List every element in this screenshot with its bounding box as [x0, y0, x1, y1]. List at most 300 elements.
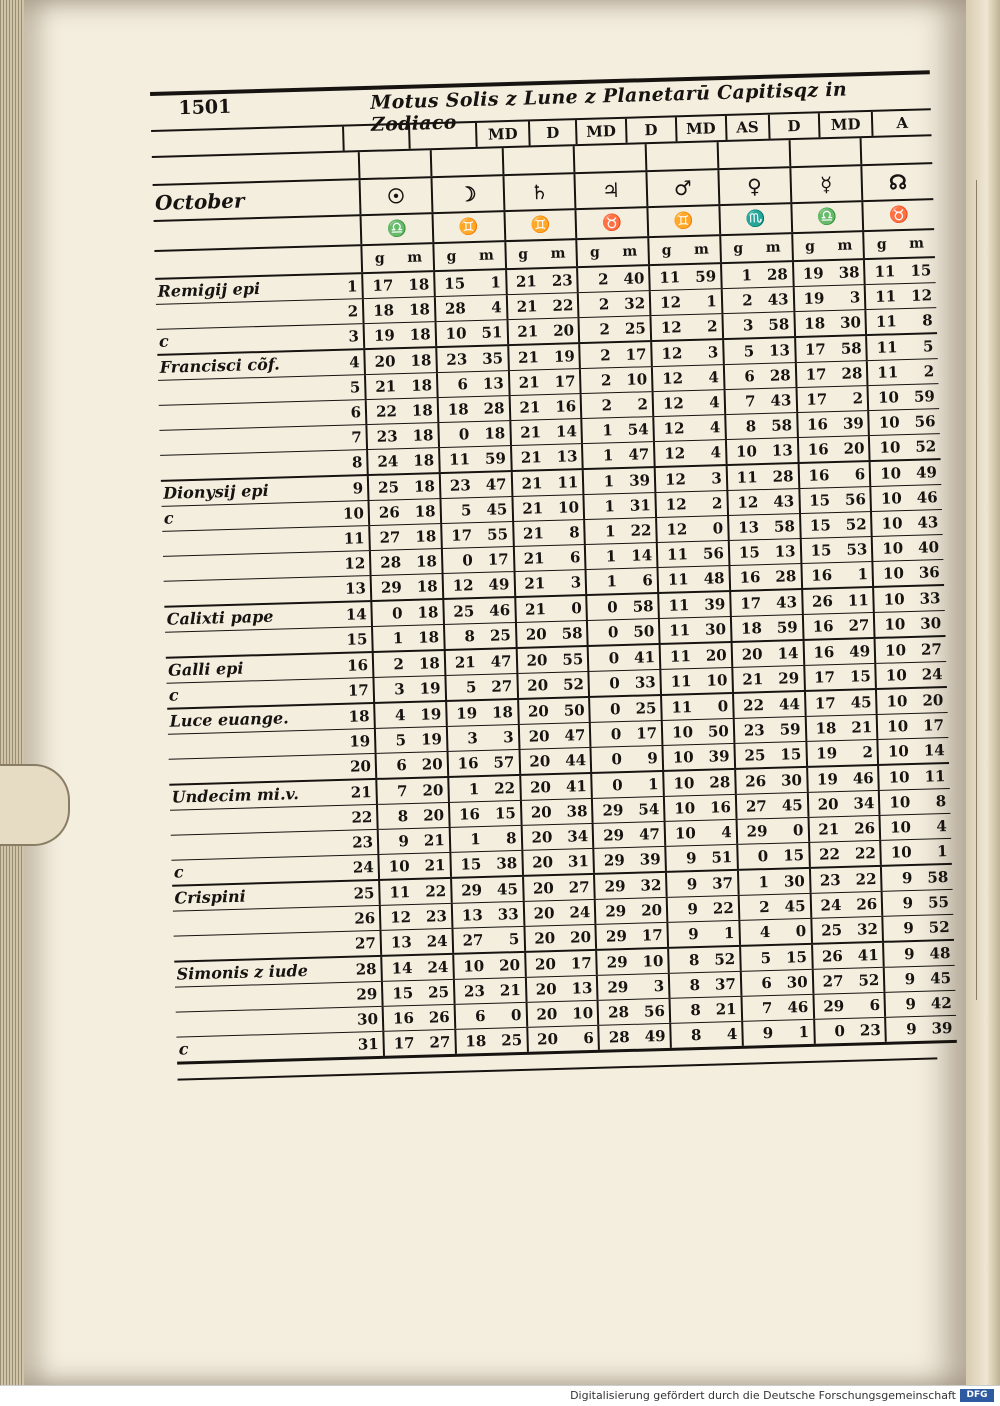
minute-value: 12 [910, 286, 933, 305]
blank-header-cell [573, 144, 645, 172]
degree-value: 1 [581, 443, 618, 468]
degree-value: 2 [578, 317, 615, 342]
degree-value: 9 [665, 872, 702, 897]
day-number: 5 [349, 378, 361, 397]
minute-value: 18 [408, 275, 430, 294]
blank-header-cell [645, 142, 717, 170]
degree-value: 4 [373, 703, 410, 728]
minute-value: 18 [409, 325, 431, 344]
minute-value: 30 [704, 620, 727, 639]
minute-value: 21 [851, 718, 873, 737]
minute-value: 18 [415, 527, 437, 546]
blank-header-cell [788, 138, 860, 166]
minute-value: 1 [490, 273, 502, 292]
minute-value: 21 [499, 981, 521, 1000]
degree-value: 21 [731, 667, 768, 692]
minute-value: 20 [422, 781, 444, 800]
minute-value: 6 [854, 465, 866, 484]
degree-value: 9 [666, 922, 703, 947]
minute-value: 52 [562, 675, 585, 694]
minute-value: 37 [711, 874, 734, 893]
minute-value: 49 [849, 642, 871, 661]
degree-value: 22 [732, 693, 769, 718]
degree-value: 8 [443, 624, 480, 649]
minute-value: 15 [910, 261, 932, 280]
degree-value: 21 [508, 395, 545, 420]
minute-value: 22 [552, 296, 574, 315]
degree-label: g [432, 243, 469, 270]
degree-value: 10 [874, 638, 911, 663]
minute-value: 2 [923, 362, 935, 381]
minute-value: 17 [641, 926, 664, 945]
minute-value: 28 [772, 467, 794, 486]
aspect-label: MD [675, 116, 726, 141]
degree-value: 9 [884, 992, 921, 1017]
mercury-symbol-icon: ☿ [789, 166, 862, 202]
day-number: 9 [352, 479, 364, 498]
day-number: 8 [351, 453, 363, 472]
degree-value: 17 [794, 362, 831, 387]
degree-value: 10 [875, 689, 912, 714]
minute-value: 3 [570, 573, 582, 592]
minute-value: 23 [551, 271, 573, 290]
minute-value: 1 [857, 565, 869, 584]
degree-value: 0 [588, 671, 625, 696]
degree-value: 11 [378, 880, 415, 905]
degree-value: 11 [864, 284, 901, 309]
minute-label: m [622, 243, 638, 260]
minute-value: 22 [630, 521, 652, 540]
degree-value: 29 [735, 819, 772, 844]
degree-value: 10 [870, 511, 907, 536]
minute-value: 17 [487, 550, 509, 569]
degree-value: 19 [792, 261, 829, 286]
degree-value: 20 [521, 850, 558, 875]
degree-value: 10 [873, 612, 910, 637]
degree-value: 23 [439, 473, 476, 498]
minute-value: 18 [410, 376, 433, 395]
degree-value: 7 [375, 779, 412, 804]
minute-value: 58 [632, 597, 654, 616]
minute-value: 50 [563, 701, 585, 720]
day-number: 18 [348, 707, 370, 726]
minute-value: 52 [928, 918, 950, 937]
minute-value: 4 [708, 368, 720, 387]
degree-value: 1 [584, 544, 621, 569]
degree-value: 9 [880, 866, 917, 891]
minute-value: 0 [571, 599, 583, 618]
degree-value: 28 [369, 550, 406, 575]
degree-value: 12 [379, 905, 416, 930]
degree-value: 9 [664, 846, 701, 871]
zodiac-sign-icon: ♊ [431, 212, 503, 242]
minute-value: 4 [936, 817, 948, 836]
minute-value: 0 [795, 922, 807, 941]
degree-value: 20 [522, 901, 559, 926]
degree-value: 8 [376, 804, 413, 829]
minute-value: 43 [775, 593, 798, 612]
minute-value: 10 [642, 952, 664, 971]
minute-value: 50 [633, 622, 655, 641]
day-number: 26 [354, 909, 376, 928]
degree-value: 16 [802, 640, 839, 665]
day-number: 13 [344, 579, 367, 598]
minute-value: 39 [931, 1018, 953, 1038]
degree-value: 5 [739, 946, 776, 971]
minute-value: 14 [923, 741, 945, 760]
day-number: 7 [351, 428, 362, 447]
degree-value: 20 [514, 622, 551, 647]
degree-value: 29 [594, 899, 631, 924]
minute-value: 5 [508, 930, 520, 949]
minute-value: 20 [569, 928, 592, 947]
degree-value: 26 [368, 500, 405, 525]
feast-name: Luce euange. [169, 708, 289, 731]
degree-value: 9 [666, 897, 703, 922]
degree-value: 26 [811, 944, 848, 969]
minute-value: 4 [726, 1024, 738, 1044]
minute-value: 52 [714, 950, 736, 969]
degree-value: 16 [448, 802, 485, 827]
minute-value: 20 [552, 321, 575, 340]
day-number: 30 [356, 1009, 379, 1029]
minute-label: m [765, 239, 781, 256]
degree-value: 18 [454, 1029, 491, 1054]
minute-value: 17 [635, 724, 658, 743]
degree-value: 18 [730, 616, 767, 641]
minute-value: 51 [711, 848, 733, 867]
degree-value: 0 [590, 747, 627, 772]
minute-value: 28 [766, 265, 789, 284]
minute-value: 56 [844, 490, 867, 509]
minute-value: 18 [491, 703, 514, 722]
degree-value: 15 [798, 488, 835, 513]
minute-value: 13 [571, 978, 593, 998]
degree-value: 29 [370, 575, 407, 600]
degree-value: 12 [654, 467, 691, 492]
minute-value: 49 [488, 575, 510, 594]
degree-value: 29 [450, 878, 487, 903]
minute-value: 0 [712, 519, 724, 538]
minute-value: 21 [423, 831, 446, 850]
minute-value: 44 [778, 695, 801, 714]
minute-value: 59 [776, 618, 798, 637]
minute-value: 8 [922, 311, 933, 330]
minute-value: 28 [709, 773, 731, 792]
minute-value: 17 [922, 716, 945, 735]
degree-value: 11 [438, 447, 475, 472]
day-number: 2 [347, 302, 359, 321]
degree-value: 21 [510, 445, 547, 470]
minute-value: 22 [425, 882, 447, 901]
degree-value: 20 [519, 775, 556, 800]
degree-value: 8 [669, 1023, 706, 1048]
minute-value: 46 [787, 997, 809, 1017]
degree-value: 7 [723, 389, 760, 414]
minute-value: 42 [930, 993, 953, 1013]
degree-value: 21 [807, 817, 844, 842]
degree-value: 13 [380, 930, 417, 955]
minute-value: 18 [417, 628, 440, 647]
minute-value: 18 [417, 603, 439, 622]
minute-value: 18 [484, 424, 506, 443]
degree-value: 5 [374, 728, 411, 753]
degree-value: 10 [870, 486, 907, 511]
degree-value: 10 [434, 321, 471, 346]
minute-value: 30 [783, 872, 806, 891]
degree-value: 2 [578, 343, 615, 368]
minute-value: 46 [852, 769, 874, 788]
degree-value: 21 [364, 374, 401, 399]
feast-name: Francisci cõf. [159, 354, 280, 377]
minute-value: 4 [709, 418, 721, 437]
minute-value: 2 [637, 395, 649, 414]
minute-value: 0 [717, 697, 729, 716]
minute-value: 14 [555, 422, 578, 441]
minute-value: 34 [853, 794, 875, 813]
footer-bar [0, 1385, 1000, 1406]
minute-value: 1 [936, 842, 948, 861]
aspect-label: D [528, 120, 575, 145]
degree-value: 21 [513, 571, 550, 596]
minute-value: 30 [839, 313, 862, 332]
degree-value: 1 [585, 569, 622, 594]
footer-credit: Digitalisierung gefördert durch die Deutsche Forschungsgemeinschaft [570, 1389, 956, 1402]
moon-symbol-icon: ☽ [430, 176, 503, 212]
degree-value: 1 [737, 870, 774, 895]
degree-value: 0 [588, 697, 625, 722]
minute-value: 43 [917, 513, 939, 532]
degree-value: 29 [593, 874, 630, 899]
minute-value: 27 [491, 677, 513, 696]
minute-value: 1 [723, 924, 735, 943]
degree-value: 10 [879, 840, 916, 865]
minute-value: 22 [855, 870, 877, 889]
degree-value: 26 [801, 589, 838, 614]
day-number: 19 [349, 732, 371, 751]
degree-value: 14 [380, 956, 417, 981]
minute-value: 52 [915, 437, 937, 456]
feast-name: Remigij epi [157, 279, 261, 301]
degree-value: 6 [740, 971, 777, 996]
degree-value: 1 [583, 494, 620, 519]
degree-value: 16 [797, 463, 834, 488]
degree-value: 12 [726, 490, 763, 515]
minute-value: 15 [494, 804, 517, 823]
day-number: 28 [355, 960, 377, 979]
minute-value: 32 [623, 294, 646, 313]
degree-value: 23 [453, 979, 490, 1004]
minute-value: 4 [708, 393, 720, 412]
degree-label: g [504, 241, 541, 268]
minute-value: 20 [843, 439, 865, 458]
degree-value: 13 [451, 903, 488, 928]
minute-value: 11 [557, 473, 579, 492]
degree-value: 10 [869, 461, 906, 486]
degree-value: 18 [362, 298, 399, 323]
minute-value: 47 [564, 726, 586, 745]
degree-value: 20 [524, 977, 561, 1002]
degree-value: 21 [514, 597, 551, 622]
degree-value: 29 [591, 798, 628, 823]
degree-value: 23 [365, 424, 402, 449]
feast-name: c [158, 331, 169, 351]
degree-value: 8 [668, 973, 705, 998]
degree-value: 8 [724, 414, 761, 439]
degree-value: 18 [804, 716, 841, 741]
minute-value: 4 [720, 823, 732, 842]
degree-value: 20 [730, 642, 767, 667]
minute-value: 3 [707, 343, 719, 362]
minute-value: 1 [798, 1022, 810, 1042]
degree-value: 10 [661, 745, 698, 770]
degree-value: 2 [372, 652, 409, 677]
minute-value: 16 [555, 397, 577, 416]
degree-label: g [719, 235, 756, 262]
zodiac-sign-icon: ♉ [575, 208, 647, 238]
minute-value: 43 [767, 290, 789, 309]
minute-value: 6 [569, 548, 581, 567]
degree-value: 27 [735, 794, 772, 819]
degree-value: 4 [738, 920, 775, 945]
minute-value: 19 [420, 730, 443, 749]
degree-value: 11 [866, 360, 903, 385]
minute-value: 0 [792, 821, 804, 840]
degree-value: 11 [659, 669, 696, 694]
degree-value: 21 [505, 269, 542, 294]
minute-value: 0 [510, 1005, 522, 1025]
minute-value: 19 [420, 705, 442, 724]
minute-value: 50 [707, 722, 730, 741]
degree-value: 2 [577, 292, 614, 317]
degree-value: 12 [652, 391, 689, 416]
degree-value: 10 [867, 410, 904, 435]
degree-value: 12 [650, 341, 687, 366]
minute-value: 51 [481, 323, 503, 342]
minute-value: 13 [556, 447, 578, 466]
degree-value: 10 [879, 815, 916, 840]
minute-value: 45 [850, 693, 872, 712]
aspect-label: MD [818, 112, 872, 137]
degree-value: 20 [363, 349, 400, 374]
degree-value: 20 [519, 800, 556, 825]
degree-value: 21 [507, 345, 544, 370]
minute-value: 16 [709, 798, 732, 817]
minute-value: 20 [498, 956, 521, 975]
day-number: 31 [357, 1034, 379, 1054]
feast-name: c [163, 508, 174, 528]
degree-value: 10 [452, 954, 489, 979]
degree-value: 17 [361, 273, 398, 298]
minute-value: 18 [413, 451, 435, 470]
minute-value: 2 [862, 743, 874, 762]
aspect-label [408, 123, 475, 149]
day-number: 20 [349, 757, 372, 776]
degree-value: 27 [368, 525, 405, 550]
minute-value: 24 [427, 958, 449, 977]
degree-value: 21 [510, 471, 547, 496]
day-number: 10 [342, 504, 365, 523]
degree-value: 15 [799, 513, 836, 538]
degree-value: 21 [506, 319, 543, 344]
degree-value: 9 [884, 1017, 921, 1042]
day-number: 14 [345, 605, 367, 624]
degree-value: 0 [587, 646, 624, 671]
degree-value: 25 [442, 599, 479, 624]
minute-value: 11 [847, 591, 869, 610]
degree-value: 20 [515, 648, 552, 673]
minute-value: 59 [913, 387, 936, 406]
minute-value: 24 [921, 665, 943, 684]
degree-value: 20 [522, 876, 559, 901]
minute-value: 40 [917, 538, 940, 557]
minute-value: 10 [557, 498, 580, 517]
minute-value: 19 [419, 679, 441, 698]
blank-header-cell [860, 136, 932, 164]
day-number: 21 [350, 783, 372, 802]
zodiac-sign-icon: ♊ [646, 206, 718, 236]
degree-value: 12 [649, 290, 686, 315]
degree-value: 28 [598, 1025, 635, 1050]
degree-value: 5 [444, 675, 481, 700]
degree-value: 10 [871, 536, 908, 561]
degree-value: 20 [518, 749, 555, 774]
minute-value: 39 [708, 747, 730, 766]
minute-value: 30 [786, 972, 808, 992]
degree-value: 16 [796, 412, 833, 437]
day-number: 23 [351, 833, 374, 852]
minute-value: 11 [924, 767, 946, 786]
degree-value: 19 [805, 741, 842, 766]
minute-value: 28 [769, 366, 791, 385]
day-number: 29 [356, 985, 378, 1004]
minute-value: 23 [425, 907, 448, 926]
degree-value: 11 [658, 618, 695, 643]
minute-value: 26 [853, 819, 876, 838]
day-number: 6 [350, 403, 362, 422]
day-number: 27 [354, 934, 377, 953]
degree-value: 3 [372, 677, 409, 702]
degree-value: 24 [366, 449, 403, 474]
minute-value: 24 [426, 932, 448, 951]
minute-value: 29 [778, 669, 800, 688]
degree-value: 10 [877, 739, 914, 764]
degree-value: 10 [872, 561, 909, 586]
degree-value: 13 [727, 515, 764, 540]
blank-header-cell [716, 140, 788, 168]
day-number: 25 [353, 884, 375, 903]
page-clip-tab [0, 764, 70, 846]
minute-value: 8 [569, 523, 580, 542]
minute-value: 59 [779, 720, 801, 739]
minute-value: 13 [482, 374, 505, 393]
minute-value: 21 [424, 856, 446, 875]
degree-value: 2 [576, 267, 613, 292]
minute-value: 56 [914, 412, 936, 431]
minute-value: 14 [631, 546, 653, 565]
degree-value: 27 [811, 969, 848, 994]
minute-value: 17 [625, 345, 647, 364]
minute-value: 58 [770, 416, 793, 435]
degree-value: 11 [656, 542, 693, 567]
degree-value: 29 [812, 994, 849, 1019]
minute-value: 30 [920, 614, 942, 633]
degree-value: 10 [872, 587, 909, 612]
minute-value: 31 [629, 496, 651, 515]
minute-value: 28 [841, 364, 863, 383]
degree-value: 7 [740, 996, 777, 1021]
day-number: 15 [346, 630, 368, 649]
